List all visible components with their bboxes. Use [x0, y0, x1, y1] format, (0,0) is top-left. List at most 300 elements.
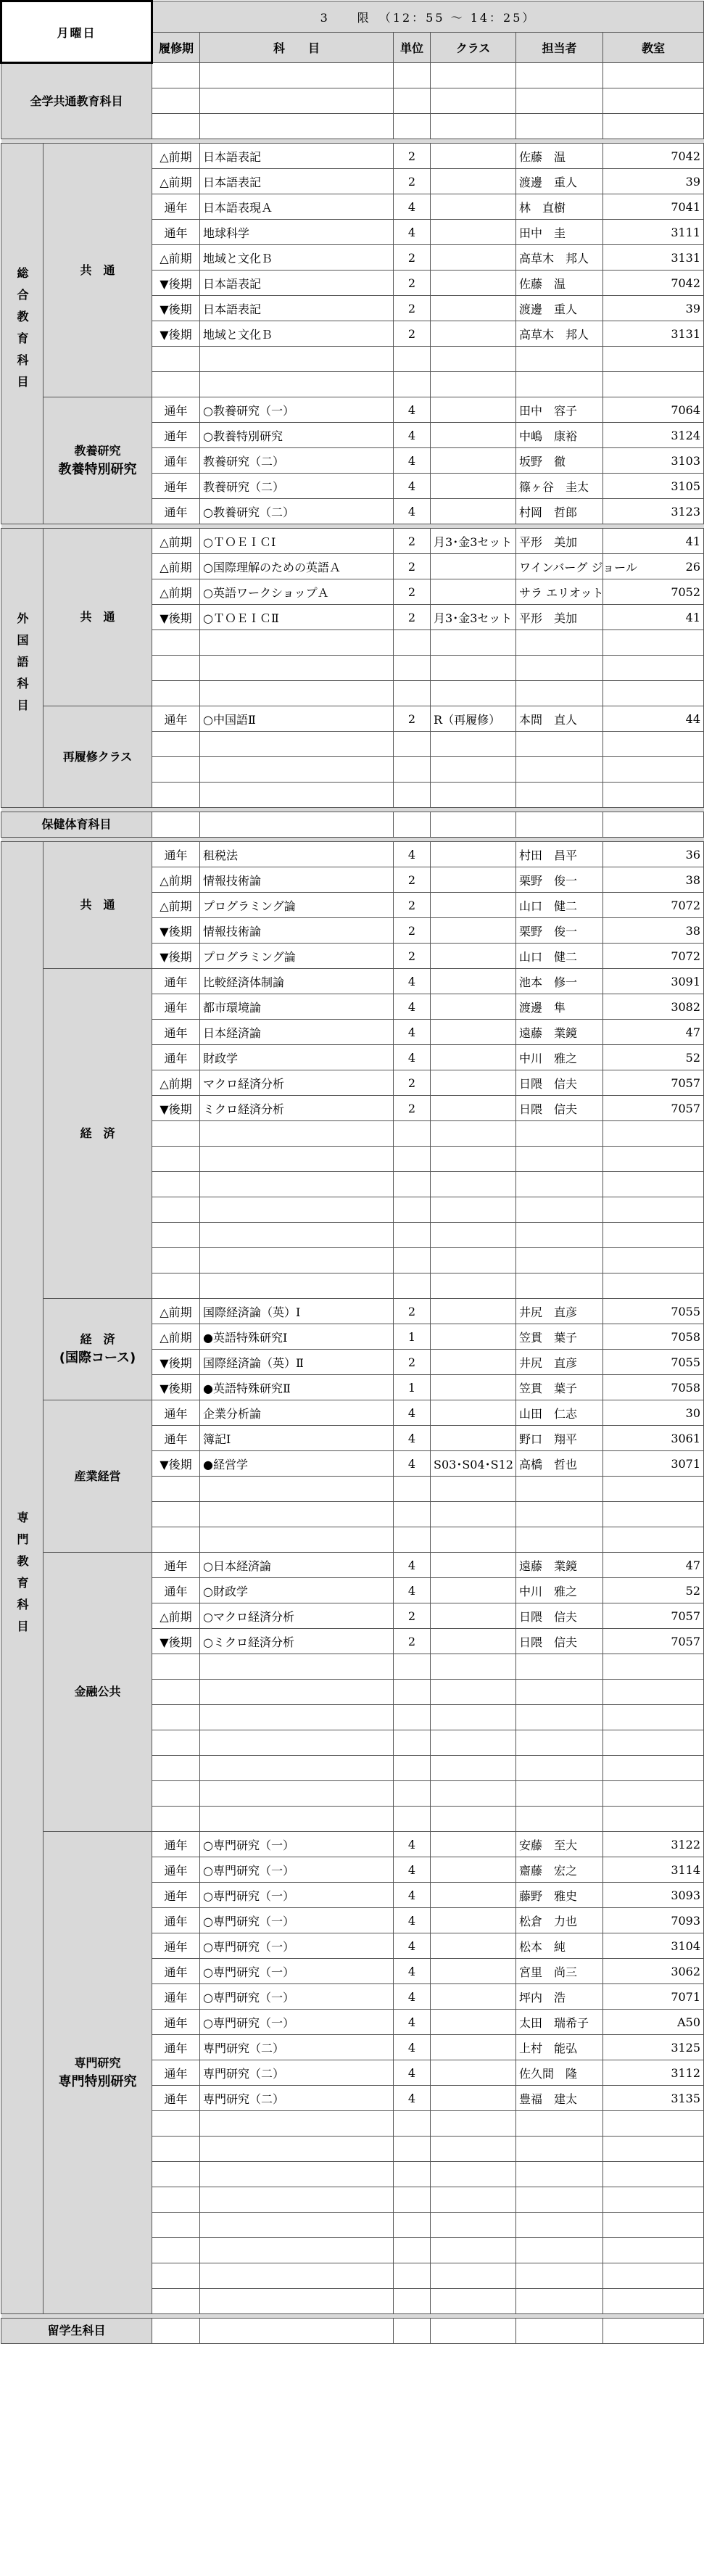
cell-units: 4 [394, 969, 431, 994]
cell-teacher: 松倉 力也 [516, 1908, 603, 1933]
table-row [1, 1299, 704, 1324]
cell-class [431, 681, 516, 706]
cell-room: 52 [603, 1578, 704, 1603]
cell-subject: 租税法 [200, 842, 394, 867]
cell-room: 3093 [603, 1883, 704, 1908]
cell-subject: ○財政学 [200, 1578, 394, 1603]
cell-teacher [516, 1756, 603, 1781]
cell-class: 月3･金3セット [431, 605, 516, 630]
cell-class [431, 423, 516, 448]
table-row [1, 969, 704, 994]
cell-teacher: 坪内 浩 [516, 1984, 603, 2010]
cell-room: 44 [603, 706, 704, 732]
cell-room [603, 812, 704, 838]
cell-teacher: 平形 美加 [516, 605, 603, 630]
cell-term [152, 1172, 200, 1197]
cell-class [431, 2213, 516, 2238]
cell-subject: ○専門研究（一） [200, 1908, 394, 1933]
cell-room [603, 2187, 704, 2213]
cell-subject: 日本語表記 [200, 144, 394, 169]
cell-teacher: 田中 圭 [516, 220, 603, 245]
cell-teacher: 村田 昌平 [516, 842, 603, 867]
cell-room [603, 1223, 704, 1248]
cell-term [152, 1781, 200, 1807]
cell-room: 7093 [603, 1908, 704, 1933]
cell-teacher [516, 630, 603, 656]
cell-class [431, 1959, 516, 1984]
cell-term: 通年 [152, 1426, 200, 1451]
cell-subject [200, 681, 394, 706]
cell-term [152, 2319, 200, 2344]
cell-class [431, 1096, 516, 1121]
cell-room [603, 2263, 704, 2289]
cell-class [431, 579, 516, 605]
cell-class [431, 271, 516, 296]
cell-teacher: 渡邊 重人 [516, 296, 603, 321]
cell-units [394, 783, 431, 808]
cell-teacher: 山口 健二 [516, 944, 603, 969]
cell-class [431, 1984, 516, 2010]
cell-term: △前期 [152, 1070, 200, 1096]
cell-teacher: 太田 瑞希子 [516, 2010, 603, 2035]
cell-teacher: 遠藤 業鏡 [516, 1553, 603, 1578]
cell-teacher [516, 2319, 603, 2344]
cell-teacher: 高橋 哲也 [516, 1451, 603, 1477]
cell-class [431, 554, 516, 579]
cell-teacher [516, 1654, 603, 1680]
cell-teacher [516, 732, 603, 757]
cell-subject [200, 2213, 394, 2238]
sub-sogo-kenkyu-label: 教養研究 [74, 443, 121, 458]
table-row [1, 2319, 704, 2344]
cell-term: 通年 [152, 2010, 200, 2035]
cell-term: ▼後期 [152, 1375, 200, 1400]
cell-room [603, 1654, 704, 1680]
cell-subject: 専門研究（二） [200, 2060, 394, 2086]
cell-term [152, 1654, 200, 1680]
cell-term: △前期 [152, 169, 200, 194]
cell-subject [200, 1248, 394, 1273]
cell-room [603, 2238, 704, 2263]
cell-term: ▼後期 [152, 1096, 200, 1121]
cell-room: 3114 [603, 1857, 704, 1883]
cell-class [431, 347, 516, 372]
table-row [1, 1832, 704, 1857]
cell-subject: 日本語表記 [200, 296, 394, 321]
cell-room: 7041 [603, 194, 704, 220]
cell-subject [200, 63, 394, 88]
cell-units [394, 1705, 431, 1730]
cell-units [394, 347, 431, 372]
cell-subject [200, 372, 394, 397]
cell-room: 7058 [603, 1375, 704, 1400]
cell-units [394, 2238, 431, 2263]
cell-units [394, 681, 431, 706]
cell-class [431, 1147, 516, 1172]
cell-units: 4 [394, 1578, 431, 1603]
cell-room [603, 1121, 704, 1147]
cell-teacher [516, 757, 603, 783]
cell-class [431, 1426, 516, 1451]
cell-term [152, 1248, 200, 1273]
cell-subject: ○専門研究（一） [200, 1832, 394, 1857]
cell-term: 通年 [152, 499, 200, 524]
sub-kinyu-label: 金融公共 [74, 1685, 121, 1698]
cell-units: 2 [394, 1350, 431, 1375]
cell-subject [200, 2319, 394, 2344]
cell-teacher: 渡邊 隼 [516, 994, 603, 1020]
table-row [1, 529, 704, 554]
cell-units: 4 [394, 220, 431, 245]
cell-units: 2 [394, 918, 431, 944]
cell-class [431, 2010, 516, 2035]
cell-subject [200, 1147, 394, 1172]
cell-teacher: 安藤 至大 [516, 1832, 603, 1857]
cell-subject: ○専門研究（一） [200, 1857, 394, 1883]
cell-subject: ○専門研究（一） [200, 2010, 394, 2035]
sub-senmon-kenkyu-label2: 専門特別研究 [58, 2073, 137, 2089]
cell-subject [200, 732, 394, 757]
cell-class [431, 1172, 516, 1197]
section-ryugaku: 留学生科目 [1, 2319, 152, 2344]
cell-room: 26 [603, 554, 704, 579]
cell-class [431, 63, 516, 88]
cell-subject [200, 1527, 394, 1553]
cell-teacher: 村岡 哲郎 [516, 499, 603, 524]
cell-room [603, 783, 704, 808]
table-row [1, 1553, 704, 1578]
cell-room: 3131 [603, 245, 704, 271]
cell-units [394, 2162, 431, 2187]
cell-units [394, 1248, 431, 1273]
cell-teacher: 田中 容子 [516, 397, 603, 423]
cell-teacher: 日隈 信夫 [516, 1070, 603, 1096]
cell-subject: 地域と文化Ｂ [200, 245, 394, 271]
cell-subject: 日本経済論 [200, 1020, 394, 1045]
cell-room: 7055 [603, 1299, 704, 1324]
cell-subject: マクロ経済分析 [200, 1070, 394, 1096]
table-row [1, 706, 704, 732]
section-zengaku: 全学共通教育科目 [1, 63, 152, 139]
cell-class [431, 169, 516, 194]
cell-class [431, 499, 516, 524]
cell-units [394, 630, 431, 656]
table-row [1, 397, 704, 423]
cell-class [431, 1832, 516, 1857]
cell-subject [200, 1197, 394, 1223]
cell-teacher: 林 直樹 [516, 194, 603, 220]
cell-class [431, 1527, 516, 1553]
cell-class [431, 1477, 516, 1502]
sub-gaikoku-kyotsu-label: 共 通 [80, 610, 115, 624]
cell-subject: ○マクロ経済分析 [200, 1603, 394, 1629]
cell-teacher [516, 1172, 603, 1197]
cell-class [431, 1730, 516, 1756]
cell-teacher [516, 347, 603, 372]
cell-subject [200, 114, 394, 139]
cell-teacher: 藤野 雅史 [516, 1883, 603, 1908]
cell-room [603, 732, 704, 757]
cell-subject [200, 656, 394, 681]
cell-subject: 教養研究（二） [200, 474, 394, 499]
sub-keizai [44, 969, 152, 1299]
cell-class [431, 1502, 516, 1527]
cell-teacher: 本間 直人 [516, 706, 603, 732]
cell-class [431, 397, 516, 423]
cell-units: 4 [394, 1908, 431, 1933]
cell-term: ▼後期 [152, 1350, 200, 1375]
cell-subject: 国際経済論（英）Ⅱ [200, 1350, 394, 1375]
cell-room: 38 [603, 867, 704, 893]
cell-teacher [516, 2213, 603, 2238]
cell-room: 7057 [603, 1629, 704, 1654]
cell-term [152, 812, 200, 838]
cell-room [603, 1807, 704, 1832]
cell-subject [200, 757, 394, 783]
cell-units: 2 [394, 706, 431, 732]
cell-room: 7058 [603, 1324, 704, 1350]
cell-class [431, 1273, 516, 1299]
cell-subject: ○教養研究（二） [200, 499, 394, 524]
cell-room: 30 [603, 1400, 704, 1426]
cell-teacher [516, 1781, 603, 1807]
cell-room [603, 1248, 704, 1273]
cell-term [152, 2137, 200, 2162]
cell-room [603, 2111, 704, 2137]
cell-subject: ○専門研究（一） [200, 1984, 394, 2010]
cell-subject: 日本語表記 [200, 271, 394, 296]
cell-teacher: 中川 雅之 [516, 1578, 603, 1603]
sub-keizai-label: 経 済 [80, 1126, 115, 1140]
cell-subject: 企業分析論 [200, 1400, 394, 1426]
cell-class [431, 1883, 516, 1908]
cell-class [431, 1400, 516, 1426]
cell-units: 2 [394, 867, 431, 893]
cell-room: 3112 [603, 2060, 704, 2086]
table-row [1, 812, 704, 838]
cell-units [394, 1121, 431, 1147]
cell-subject: 専門研究（二） [200, 2086, 394, 2111]
cell-teacher [516, 88, 603, 114]
cell-class [431, 1857, 516, 1883]
cell-term [152, 372, 200, 397]
cell-class [431, 321, 516, 347]
sub-sangyo [44, 1400, 152, 1553]
cell-subject: ○教養特別研究 [200, 423, 394, 448]
cell-room [603, 1477, 704, 1502]
cell-term: 通年 [152, 448, 200, 474]
cell-teacher [516, 681, 603, 706]
cell-term [152, 2213, 200, 2238]
cell-units: 4 [394, 1045, 431, 1070]
cell-term: △前期 [152, 893, 200, 918]
cell-teacher: 中嶋 康裕 [516, 423, 603, 448]
cell-units: 4 [394, 1020, 431, 1045]
cell-room [603, 88, 704, 114]
cell-units [394, 1477, 431, 1502]
cell-units [394, 63, 431, 88]
cell-teacher [516, 812, 603, 838]
cell-term: ▼後期 [152, 918, 200, 944]
cell-subject [200, 783, 394, 808]
cell-units: 4 [394, 423, 431, 448]
cell-subject: ○教養研究（一） [200, 397, 394, 423]
cell-subject: ミクロ経済分析 [200, 1096, 394, 1121]
table-row [1, 63, 704, 88]
cell-class [431, 1350, 516, 1375]
cell-subject: ○専門研究（一） [200, 1933, 394, 1959]
cell-class: R（再履修） [431, 706, 516, 732]
cell-subject: 都市環境論 [200, 994, 394, 1020]
cell-teacher [516, 1273, 603, 1299]
cell-room: 3125 [603, 2035, 704, 2060]
cell-teacher: 池本 修一 [516, 969, 603, 994]
cell-term: ▼後期 [152, 271, 200, 296]
cell-class [431, 1933, 516, 1959]
cell-term [152, 1502, 200, 1527]
cell-term: 通年 [152, 220, 200, 245]
cell-units: 2 [394, 144, 431, 169]
cell-teacher: サラ エリオット [516, 579, 603, 605]
cell-class [431, 656, 516, 681]
period-header: 3 限 （12：55 ～ 14：25） [152, 1, 704, 33]
cell-term: △前期 [152, 245, 200, 271]
cell-units [394, 732, 431, 757]
cell-units: 4 [394, 1883, 431, 1908]
cell-term [152, 757, 200, 783]
cell-teacher [516, 1197, 603, 1223]
cell-term: 通年 [152, 397, 200, 423]
cell-teacher: 栗野 俊一 [516, 918, 603, 944]
cell-class [431, 245, 516, 271]
cell-term: 通年 [152, 423, 200, 448]
cell-term [152, 88, 200, 114]
cell-room: 52 [603, 1045, 704, 1070]
cell-room: 3135 [603, 2086, 704, 2111]
cell-room [603, 1172, 704, 1197]
sub-gaikoku-sai-label: 再履修クラス [62, 749, 133, 764]
cell-subject: 比較経済体制論 [200, 969, 394, 994]
header-room: 教室 [603, 33, 704, 63]
cell-class [431, 1705, 516, 1730]
cell-teacher: 平形 美加 [516, 529, 603, 554]
cell-teacher [516, 1527, 603, 1553]
cell-subject: 簿記Ⅰ [200, 1426, 394, 1451]
cell-class [431, 1223, 516, 1248]
cell-class [431, 2319, 516, 2344]
cell-term [152, 630, 200, 656]
cell-term [152, 63, 200, 88]
cell-units [394, 1147, 431, 1172]
cell-term: 通年 [152, 2086, 200, 2111]
cell-room [603, 1527, 704, 1553]
cell-subject: 情報技術論 [200, 867, 394, 893]
sub-senmon-kenkyu-label: 専門研究 [74, 2055, 121, 2070]
cell-class [431, 220, 516, 245]
cell-term [152, 656, 200, 681]
cell-class [431, 757, 516, 783]
cell-room: 38 [603, 918, 704, 944]
cell-room [603, 347, 704, 372]
cell-teacher [516, 2263, 603, 2289]
cell-subject [200, 1807, 394, 1832]
cell-class [431, 2162, 516, 2187]
sub-gaikoku-sai [44, 706, 152, 808]
cell-room: 7072 [603, 893, 704, 918]
cell-subject [200, 2289, 394, 2314]
cell-units: 2 [394, 605, 431, 630]
cell-room: 3104 [603, 1933, 704, 1959]
cell-term [152, 1807, 200, 1832]
cell-term: ▼後期 [152, 321, 200, 347]
cell-subject [200, 1223, 394, 1248]
cell-units: 4 [394, 448, 431, 474]
section-gaikoku-label: 外国語科目 [15, 612, 29, 721]
cell-room: 7057 [603, 1070, 704, 1096]
cell-term: 通年 [152, 1020, 200, 1045]
cell-teacher [516, 1223, 603, 1248]
cell-term [152, 732, 200, 757]
cell-units: 2 [394, 1603, 431, 1629]
cell-teacher: 野口 翔平 [516, 1426, 603, 1451]
cell-teacher [516, 1730, 603, 1756]
cell-room: 3061 [603, 1426, 704, 1451]
cell-term: △前期 [152, 867, 200, 893]
cell-room [603, 1197, 704, 1223]
cell-units: 2 [394, 1299, 431, 1324]
cell-units: 2 [394, 169, 431, 194]
cell-room: 41 [603, 605, 704, 630]
cell-units: 4 [394, 474, 431, 499]
sub-sogo-kenkyu [44, 397, 152, 524]
cell-subject [200, 2238, 394, 2263]
cell-room [603, 1147, 704, 1172]
cell-class [431, 1121, 516, 1147]
cell-term: 通年 [152, 1553, 200, 1578]
cell-teacher [516, 1147, 603, 1172]
cell-class [431, 2263, 516, 2289]
cell-class [431, 372, 516, 397]
cell-room: 7064 [603, 397, 704, 423]
cell-term: △前期 [152, 554, 200, 579]
cell-term: 通年 [152, 706, 200, 732]
cell-class [431, 1553, 516, 1578]
cell-room: 47 [603, 1553, 704, 1578]
cell-subject: ○ミクロ経済分析 [200, 1629, 394, 1654]
cell-subject [200, 347, 394, 372]
sub-keizai-kokusai-label: 経 済 [80, 1332, 115, 1346]
cell-subject: 専門研究（二） [200, 2035, 394, 2060]
cell-term: 通年 [152, 842, 200, 867]
cell-subject [200, 1730, 394, 1756]
cell-class [431, 1654, 516, 1680]
cell-subject [200, 1654, 394, 1680]
sub-senmon-kyotsu-label: 共 通 [80, 898, 115, 912]
cell-term [152, 1680, 200, 1705]
cell-subject [200, 812, 394, 838]
cell-class [431, 630, 516, 656]
cell-units [394, 2263, 431, 2289]
cell-term: 通年 [152, 1857, 200, 1883]
cell-units: 4 [394, 994, 431, 1020]
cell-term: △前期 [152, 144, 200, 169]
cell-units: 2 [394, 554, 431, 579]
cell-subject [200, 88, 394, 114]
cell-term [152, 1705, 200, 1730]
cell-term: △前期 [152, 579, 200, 605]
cell-subject [200, 1502, 394, 1527]
cell-room [603, 372, 704, 397]
